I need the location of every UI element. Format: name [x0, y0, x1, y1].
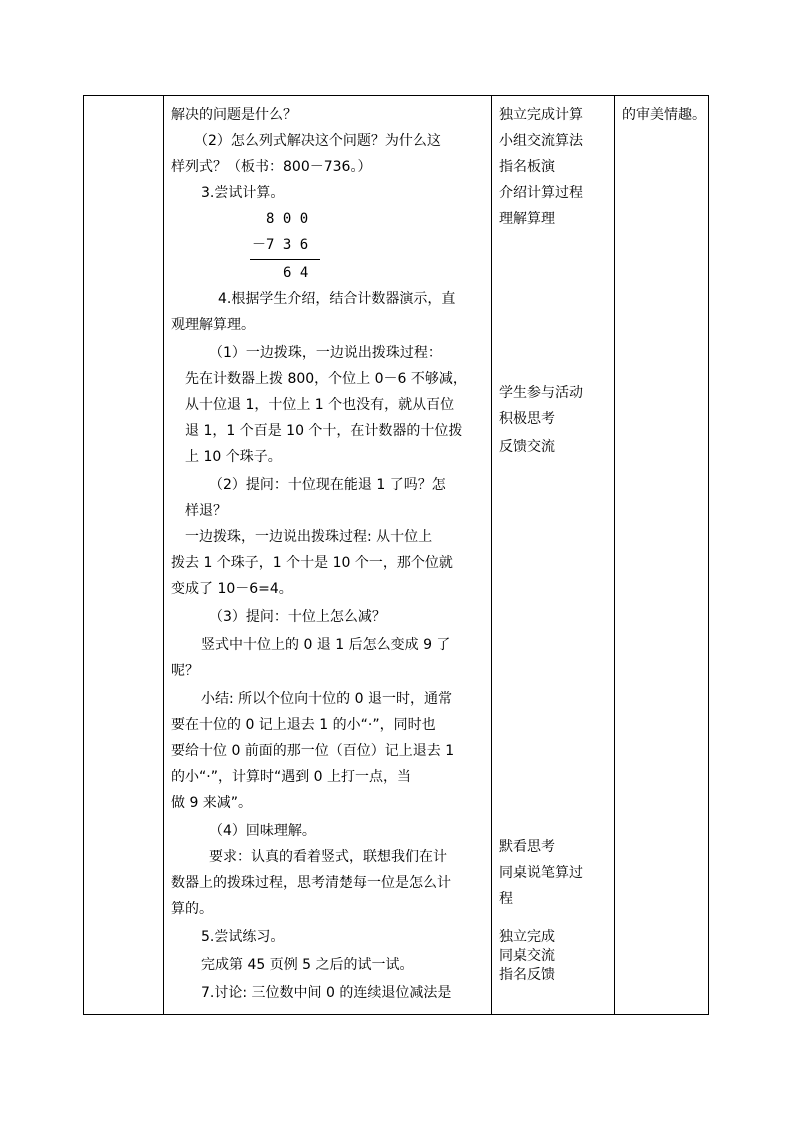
text-line: 学生参与活动: [499, 385, 583, 401]
text-line: 呢？: [171, 663, 199, 679]
text-line: 变成了 10－6=4。: [171, 581, 293, 597]
text-line: （4）回味理解。: [209, 823, 316, 839]
text-line: 退 1，1 个百是 10 个十，在计数器的十位拨: [185, 423, 463, 439]
text-line: 要求：认真的看着竖式，联想我们在计: [209, 849, 447, 865]
calc-minuend: 8 0 0: [266, 211, 309, 227]
text-line: 算的。: [171, 901, 213, 917]
text-line: 独立完成计算: [499, 107, 583, 123]
text-line: 7.讨论: 三位数中间 0 的连续退位减法是: [201, 985, 452, 1001]
text-line: 4.根据学生介绍，结合计数器演示，直: [218, 291, 456, 307]
text-line: 程: [499, 891, 513, 907]
calc-rule: [250, 259, 320, 260]
text-line: 同桌交流: [499, 948, 555, 964]
text-line: 的小“·”，计算时“遇到 0 上打一点，当: [171, 769, 412, 785]
text-line: 样列式？（板书：800－736。）: [171, 159, 372, 175]
text-line: 观理解算理。: [171, 317, 255, 333]
text-line: 做 9 来减”。: [171, 795, 253, 811]
text-line: 5.尝试练习。: [201, 929, 285, 945]
teaching-process-cell: [164, 96, 491, 1014]
text-line: 解决的问题是什么？: [171, 107, 297, 123]
text-line: 竖式中十位上的 0 退 1 后怎么变成 9 了: [201, 637, 451, 653]
calc-subtrahend: －7 3 6: [252, 237, 309, 253]
text-line: 小组交流算法: [499, 133, 583, 149]
text-line: 理解算理: [499, 211, 555, 227]
text-line: 上 10 个珠子。: [185, 449, 282, 465]
text-line: 3.尝试计算。: [201, 185, 285, 201]
design-intent-cell: [615, 96, 710, 1014]
text-line: 一边拨珠，一边说出拨珠过程: 从十位上: [185, 529, 433, 545]
calc-result: 6 4: [283, 265, 309, 281]
text-line: 独立完成: [499, 929, 555, 945]
text-line: （2）提问：十位现在能退 1 了吗？怎: [209, 477, 446, 493]
text-line: 要给十位 0 前面的那一位（百位）记上退去 1: [171, 743, 455, 759]
text-line: 数器上的拨珠过程，思考清楚每一位是怎么计: [171, 875, 451, 891]
text-line: 默看思考: [499, 839, 555, 855]
text-line: 积极思考: [499, 411, 555, 427]
text-line: 先在计数器上拨 800，个位上 0－6 不够减，: [185, 371, 467, 387]
text-line: 同桌说笔算过: [499, 865, 583, 881]
text-line: 介绍计算过程: [499, 185, 583, 201]
text-line: 拨去 1 个珠子，1 个十是 10 个一，那个位就: [171, 555, 453, 571]
text-line: 样退？: [185, 503, 227, 519]
text-line: 完成第 45 页例 5 之后的试一试。: [201, 957, 414, 973]
text-line: （1）一边拨珠，一边说出拨珠过程：: [209, 345, 442, 361]
text-line: 的审美情趣。: [622, 107, 706, 123]
text-line: （2）怎么列式解决这个问题？为什么这: [194, 133, 441, 149]
lesson-plan-table: [83, 95, 709, 1015]
text-line: 指名板演: [499, 159, 555, 175]
text-line: 指名反馈: [499, 967, 555, 983]
text-line: 从十位退 1，十位上 1 个也没有，就从百位: [185, 397, 455, 413]
student-activity-cell: [492, 96, 614, 1014]
text-line: 要在十位的 0 记上退去 1 的小“·”，同时也: [171, 717, 436, 733]
text-line: （3）提问：十位上怎么减？: [209, 609, 386, 625]
text-line: 小结: 所以个位向十位的 0 退一时，通常: [201, 691, 452, 707]
text-line: 反馈交流: [499, 439, 555, 455]
